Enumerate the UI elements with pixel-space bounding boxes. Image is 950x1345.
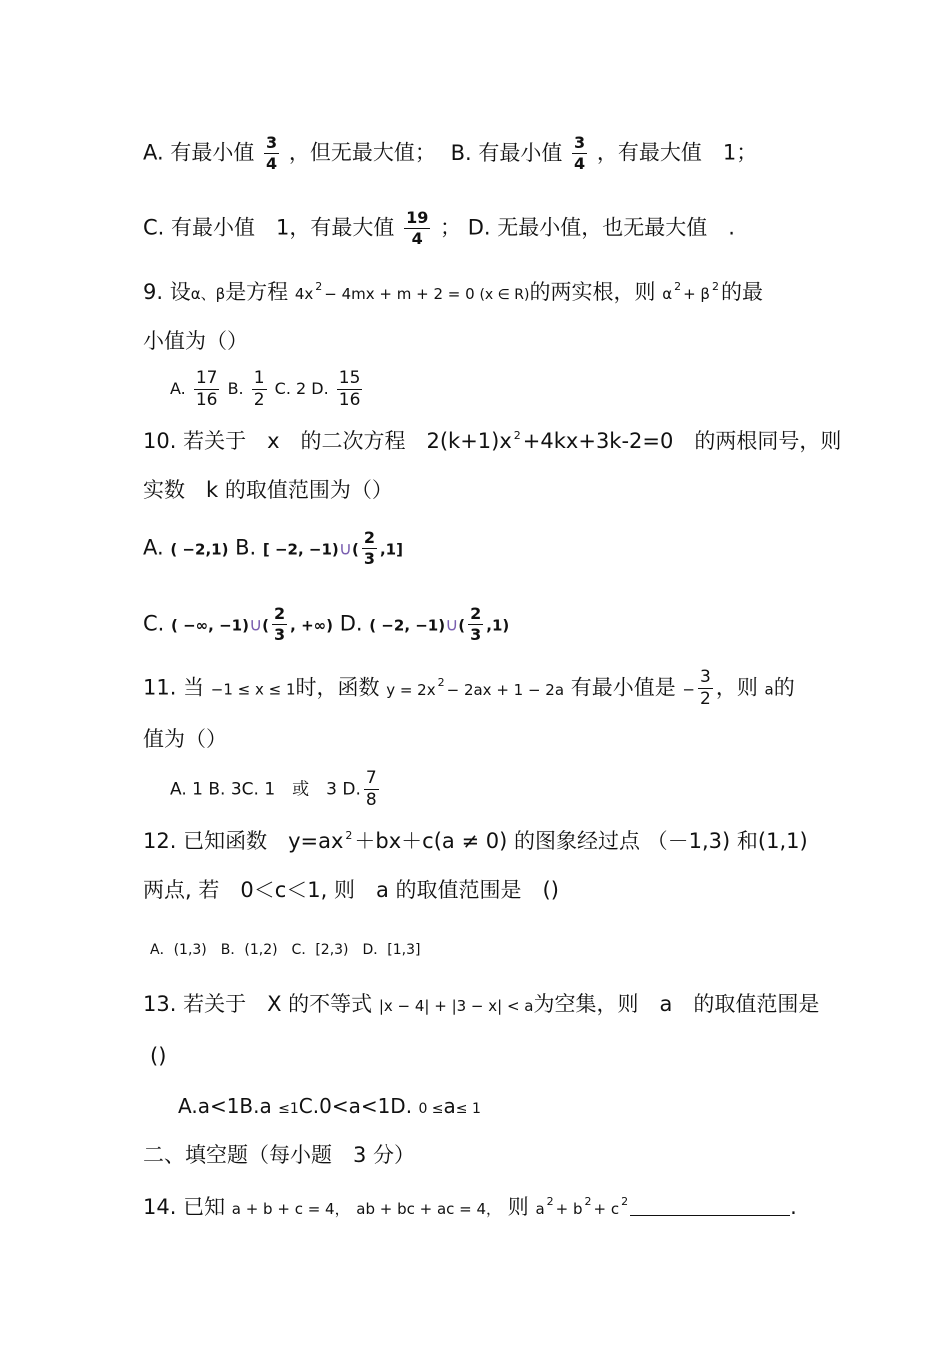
q12-options: A．(1,3) B．(1,2) C．[2,3) D．[1,3] — [150, 942, 421, 958]
q11-options: A. 1 B. 3C. 1 或 3 D. $\frac{7}{8}$ — [170, 768, 377, 810]
q8-options-cd — [143, 210, 735, 247]
q10-options-ab: A. ( −2,1) B. [ −2, −1)∪( $\frac{2}{3}$ ,1] — [143, 528, 403, 568]
q9-text: 是方程 — [225, 280, 289, 304]
q10-option-b-fraction: $\frac{2}{3}$ — [363, 528, 375, 568]
q14-answer-blank[interactable] — [630, 1197, 790, 1216]
q9-options: A. $\frac{17}{16}$ B. $\frac{1}{2}$ C. 2 D. $\frac{15}{16}$ — [170, 368, 361, 410]
q9-stem-line1 — [143, 281, 763, 303]
q8-option-a-label: A. 有最小值 — [143, 140, 255, 165]
q8-option-c-fraction: $\frac{19}{4}$ — [406, 208, 429, 248]
q9-text-2: 的两实根，则 — [529, 280, 656, 304]
q13-stem-line1: 13. 若关于 X 的不等式 |x − 4| + |3 − x| < a为空集，则 a 的取值范围是 — [143, 992, 820, 1016]
q9-option-d-fraction: $\frac{15}{16}$ — [338, 368, 361, 410]
q11-stem-line2: 值为（） — [143, 727, 227, 751]
q9-text-3: 的最 — [721, 280, 764, 304]
q9-equation: 4x $^2$ − 4mx + m + 2 = 0 (x ∈ R) — [294, 280, 530, 303]
q9-number: 9. 设 — [143, 280, 191, 304]
q11-option-d-fraction: $\frac{7}{8}$ — [365, 768, 377, 810]
q9-vars: α、β — [190, 285, 226, 303]
q9-option-b-fraction: $\frac{1}{2}$ — [253, 368, 265, 410]
q12-stem-line1: 12. 已知函数 y=ax $^2$＋bx＋c(a ≠ 0) 的图象经过点 （－1,3) 和(1,1) — [143, 829, 808, 853]
q8-options-ab — [143, 135, 757, 172]
q11-fraction: $\frac{3}{2}$ — [700, 667, 711, 709]
q14-expression: a $^2$ + b $^2$ + c $^2$ — [535, 1195, 629, 1218]
q8-option-c-label: C. 有最小值 1，有最大值 — [143, 215, 395, 240]
section-heading: 二、填空题（每小题 3 分） — [143, 1143, 416, 1167]
q9-stem-line2: 小值为（） — [143, 329, 248, 353]
q8-option-b-text: ，有最大值 1； — [596, 140, 758, 165]
q9-expression: α $^2$ + β $^2$ — [662, 280, 720, 303]
q8-option-b-fraction: $\frac{3}{4}$ — [574, 133, 586, 173]
q11-stem-line1: 11. 当 −1 ≤ x ≤ 1时，函数 y = 2x $^2$ − 2ax + 1 − 2a 有最小值是 − $\frac{3}{2}$ ，则 a的 — [143, 667, 795, 709]
q13-stem-line2: () — [150, 1044, 167, 1068]
q10-stem-line1: 10. 若关于 x 的二次方程 2(k+1)x $^2$+4kx+3k-2=0 的两根同号，则 — [143, 429, 842, 453]
q11-function: y = 2x $^2$ − 2ax + 1 − 2a — [386, 675, 565, 699]
q8-option-d-text: D. 无最小值，也无最大值 . — [467, 215, 735, 240]
q10-option-d-fraction: $\frac{2}{3}$ — [470, 604, 482, 644]
q8-option-a-text: ，但无最大值； — [288, 140, 436, 165]
q8-option-b-label: B. 有最小值 — [450, 140, 563, 165]
q8-option-a-fraction: $\frac{3}{4}$ — [266, 133, 278, 173]
q13-options: A.a<1B.a ≤1C.0<a<1D. 0 ≤a≤ 1 — [178, 1094, 481, 1118]
q10-stem-line2: 实数 k 的取值范围为（） — [143, 478, 393, 502]
q10-option-c-fraction: $\frac{2}{3}$ — [274, 604, 286, 644]
q12-stem-line2: 两点, 若 0＜c＜1, 则 a 的取值范围是 () — [143, 878, 559, 902]
q14-stem: 14. 已知 a + b + c = 4， ab + bc + ac = 4， 则 a $^2$ + b $^2$ + c $^2$ . — [143, 1195, 797, 1219]
q8-option-c-text: ； — [440, 215, 462, 240]
q10-options-cd: C. ( −∞, −1)∪( $\frac{2}{3}$ , +∞) D. ( −2, −1)∪( $\frac{2}{3}$ ,1) — [143, 604, 510, 644]
q9-option-a-fraction: $\frac{17}{16}$ — [195, 368, 218, 410]
